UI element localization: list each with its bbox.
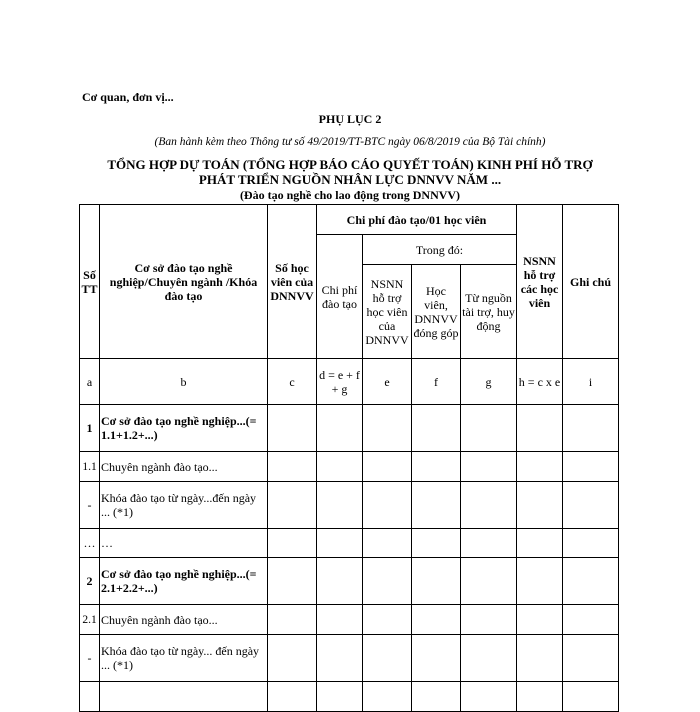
- header-stt: Số TT: [80, 205, 100, 359]
- row-name: Khóa đào tạo từ ngày...đến ngày ... (*1): [100, 482, 268, 529]
- row-name: Cơ sở đào tạo nghề nghiệp...(= 2.1+2.2+...): [100, 558, 268, 605]
- table-row: [80, 452, 619, 482]
- issued-by-note: (Ban hành kèm theo Thông tư số 49/2019/TT-BTC ngày 06/8/2019 của Bộ Tài chính): [154, 136, 546, 148]
- budget-summary-table: [79, 204, 619, 712]
- row-name: Chuyên ngành đào tạo...: [100, 452, 268, 482]
- header-students: Số học viên của DNNVV: [268, 205, 317, 359]
- header-cost-group: Chi phí đào tạo/01 học viên: [317, 205, 517, 235]
- appendix-title: PHỤ LỤC 2: [318, 112, 382, 126]
- table-row: [80, 405, 619, 452]
- table-row-empty: [80, 682, 619, 712]
- row-stt: 1.1: [80, 452, 100, 482]
- row-stt: …: [80, 529, 100, 558]
- row-stt: 1: [80, 405, 100, 452]
- header-institution: Cơ sở đào tạo nghề nghiệp/Chuyên ngành /Khóa đào tạo: [100, 205, 268, 359]
- row-stt: 2.1: [80, 605, 100, 635]
- code-cell: d = e + f + g: [317, 359, 363, 405]
- row-stt: -: [80, 635, 100, 682]
- code-cell: c: [268, 359, 317, 405]
- code-cell: g: [461, 359, 517, 405]
- table-row: [80, 605, 619, 635]
- row-name: Khóa đào tạo từ ngày... đến ngày ... (*1): [100, 635, 268, 682]
- header-notes: Ghi chú: [563, 205, 619, 359]
- header-cost: Chi phí đào tạo: [317, 235, 363, 359]
- header-contribution: Học viên, DNNVV đóng góp: [412, 265, 461, 359]
- document-subtitle: (Đào tạo nghề cho lao động trong DNNVV): [239, 188, 461, 202]
- table-row: [80, 529, 619, 558]
- row-stt: 2: [80, 558, 100, 605]
- code-cell: a: [80, 359, 100, 405]
- header-of-which: Trong đó:: [363, 235, 517, 265]
- header-state-support: NSNN hỗ trợ học viên của DNNVV: [363, 265, 412, 359]
- row-name: …: [100, 529, 268, 558]
- code-cell: i: [563, 359, 619, 405]
- table-row: [80, 635, 619, 682]
- table-row: [80, 558, 619, 605]
- code-cell: f: [412, 359, 461, 405]
- code-cell: b: [100, 359, 268, 405]
- document-title-line2: PHÁT TRIỂN NGUỒN NHÂN LỰC DNNVV NĂM ...: [198, 172, 502, 187]
- row-name: Chuyên ngành đào tạo...: [100, 605, 268, 635]
- row-name: Cơ sở đào tạo nghề nghiệp...(= 1.1+1.2+...): [100, 405, 268, 452]
- agency-label: Cơ quan, đơn vị...: [82, 90, 174, 104]
- code-cell: h = c x e: [517, 359, 563, 405]
- header-state-total: NSNN hỗ trợ các học viên: [517, 205, 563, 359]
- document-title-line1: TỔNG HỢP DỰ TOÁN (TỔNG HỢP BÁO CÁO QUYẾT TOÁN) KINH PHÍ HỖ TRỢ: [107, 157, 593, 172]
- table-row: [80, 482, 619, 529]
- code-cell: e: [363, 359, 412, 405]
- header-sponsorship: Từ nguồn tài trợ, huy động: [461, 265, 517, 359]
- row-stt: -: [80, 482, 100, 529]
